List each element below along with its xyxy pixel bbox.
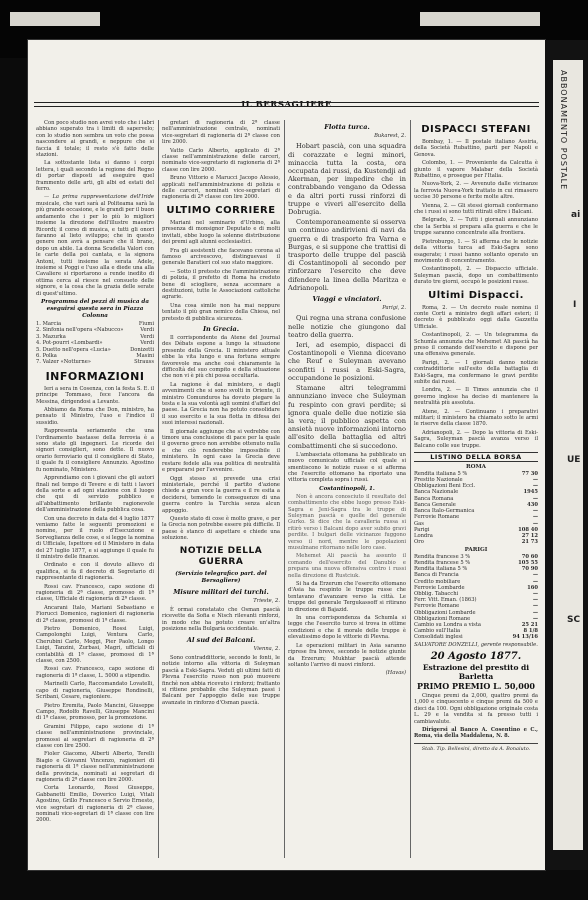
paragraph: Non è ancora conosciuto il resultato del combattimento che ebbe luogo presso Eski-Sagra e Jeni-Sagra tra le truppe di Suleyman pascià e quelle del generale Gurko. Si dice che la cavalleria russa si ritirò verso i Balcani dopo aver subito gravi perdite. I bulgari delle vicinanze fuggono verso il nord, mentre le popolazioni musulmane ritornano nelle loro case. [288, 493, 406, 551]
table-row: Banca Italo-Germanica — [414, 508, 538, 515]
dispatch: Londra, 2. — Il Times annunzia che il governo inglese ha deciso di mantenere la neutralità più assoluta. [414, 387, 538, 407]
paragraph: Mariani nel seminario d'Urbino, alla presenza di monsignor Deputato e di molti invitati, ebbe luogo la solenne distribuzione dei premi agli alunni ecclesiastici. [162, 219, 280, 246]
lottery-title: Estrazione del prestito di Barletta [422, 662, 530, 681]
table-row: Banca Generale 430 [414, 501, 538, 508]
paragraph: Pietro Eremita, Paolo Mancini, Giuseppe Campo, Rodolfo Ravelli, Giuseppe Mancini di 1ª classe, promosso, per la promozione. [36, 702, 154, 722]
paragraph: Cinque premi da 2,000, quattro premi da 1,000 e cinquecento e cinque premi da 500 e dieci da 100. Ogni obbligazione originale costa L. 29 e la vendita si fa presso tutti i cambiavalute. [414, 692, 538, 725]
bourse-table-parigi [414, 554, 538, 641]
paragraph: Qui regna una strana confusione nelle notizie che giungono dal teatro della guerra. [288, 314, 406, 339]
dispatch: Adrianopoli, 2. — Dopo la vittoria di Eski-Sagra, Suleyman pascià avanza verso il Balcano colle sue truppe. [414, 429, 538, 449]
section-heading-notizie-guerra: NOTIZIE DELLA GUERRA [179, 545, 263, 567]
section-heading-ultimi-dispacci: Ultimi Dispacci. [428, 289, 524, 301]
paragraph [36, 194, 154, 297]
paragraph: Ancarani Italo, Mariani Sebastiano e Fiorucci Domenico, ragionieri di ragioneria di 2ª classe, promossi di 1ª classe. [36, 604, 154, 624]
table-row: Cambio su Londra a vista 25 21 [414, 621, 538, 628]
paragraph: Fra gli assistenti che facevano corona al famoso arcivescovo, distinguevasi il generale Baratieri col suo stato maggiore. [162, 247, 280, 267]
printer-imprint: Stab. Tip. Bellesini, diretto da A. Bonaiuto. [414, 743, 538, 752]
paragraph: Stamane altri telegrammi annunziano invece che Suleyman fu respinto con gravi perdite; si ignora quale delle due notizie sia la vera; il pubblico aspetta con ansietà nuove informazioni intorno all'esito della battaglia ed altri combattimenti che si succedono. [288, 384, 406, 450]
paragraph: Il corrispondente da Atene del Journal des Débats espone a lungo la situazione presente della Grecia. Il ministero attuale ebbe la vita lungo e una fortuna sempre favorevole ma anche così chiaramente la difficoltà del suo compito e della situazione che non vi è più chi possa occultarla. [162, 334, 280, 380]
table-row: Consolidati inglesi 94 13/16 [414, 634, 538, 641]
section-subtitle: (Servizio telegrafico part. del Bersagliere) [175, 570, 267, 584]
section-heading-informazioni: INFORMAZIONI [45, 369, 145, 383]
dispatch: Nuova-York, 2. — Avvenuto dalle vicinanze la ferrovia Nuova-York trattato in cui rimasero uccise 30 persone e ferite molte altre. [414, 181, 538, 201]
dispatch: Parigi, 2. — I giornali danno notizie contraddittorie sull'esito della battaglia di Eski-Sagra, ma confermano le gravi perdite subite dai russi. [414, 359, 538, 385]
paragraph: Ieri, ad esempio, dispacci di Costantinopoli e Vienna dicevano che Reuf e Suleyman avevano sconfitti i russi a Eski-Sagra, occupandone le posizioni. [288, 341, 406, 382]
paragraph: La sottostante lista si danno i corpi lettera, i quali secondo la regione del Regno di portar disposti ad eseguire quel frammento delle arti, gli albi ed estati del ferro. [36, 160, 154, 193]
paragraph: Pietro Domenico, Rossi Luigi, Campolonghi Luigi, Ventura Carlo, Cherubini Carlo, Meggi, Pier Paolo, Longo Luigi, Tanzini, Zurbasi, Magri, ufficiali di contabilità di 1ª classe, promossi di 1ª classe, con 2500. [36, 626, 154, 665]
tape-strip [10, 12, 100, 26]
adjacent-page-fragment: ai [571, 210, 581, 220]
list-item: 7. Valzer «Notturne» Strauss [36, 359, 154, 366]
bourse-table-roma [414, 471, 538, 545]
paragraph: Abbiamo da Roma che Don, ministro, ha pensato il Ministro, l'uso e l'indice il sussidio. [36, 407, 154, 426]
paragraph: Il giornale aggiunge che si vedrebbe con timore una conclusione di pace per la quale il governo greco non avrebbe ottenuto nulla e che ciò renderebbe impossibile il ministero. In ogni caso la Grecia deve restare fedele alla sua politica di neutralità e prepararsi per l'avvenire. [162, 428, 280, 474]
list-item: 2. Sinfonia nell'opera «Nabucco» Verdi [36, 327, 154, 334]
adjacent-page-fragment: I [573, 300, 577, 310]
paragraph: Fioler Giacomo, Alberti Alberto, Terelli Biagio e Giovanni Vincenzo, ragionieri di ragioneria di 1ª classe nell'amministrazione della provincia, nominati ai segretari di ragioneria di 2ª classe con lire 2000. [36, 751, 154, 783]
table-row: Rendita francese 3 % 70 60 [414, 553, 538, 560]
manager-line: SALVATORE DONZELLI, gerente responsabile. [414, 641, 538, 648]
list-item: 3. Mazurka Verdi [36, 333, 154, 340]
subheading-grecia: In Grecia. [202, 324, 240, 333]
table-row: Cambio sull'Italia 8 1/8 [414, 628, 538, 635]
paragraph: Rossi cav. Francesco, capo sezione di ragioneria di 1ª classe, L. 5000 a stipendio. [36, 666, 154, 679]
column-2 [162, 120, 280, 858]
agency-signature: (Havas) [385, 670, 406, 677]
paragraph: Oggi stesso si prevede una crisi ministeriale, perché il partito d'azione chiede a gran voce la guerra e il re esita a decidersi, temendo le conseguenze di una guerra contro la Turchia senza alcun appoggio. [162, 475, 280, 514]
adjacent-page-edge [553, 60, 583, 850]
column-divider [284, 120, 285, 858]
dispatch: Roma, 2. — Un decreto reale nomina il conte Corti a ministro degli affari esteri; il decreto è pubblicato oggi dalla Gazzetta Ufficiale. [414, 304, 538, 330]
music-program [36, 321, 154, 366]
column-3 [288, 120, 406, 858]
header-rule [34, 106, 539, 107]
paragraph: Rossi cav. Francesco, capo sezione di ragioneria di 2ª classe, promosso di 1ª classe, Ufficiale di ragioneria di 2ª classe. [36, 583, 154, 603]
paragraph: Apprendiamo con i giovani che gli autori finali nel tempo di Tevere e di tutti i lavori della sorte e ad ogni stazione con il luogo che qui di servizio pubblico e all'abbattimento brillante ragionevole dell'amministrazione della pubblica cosa. [36, 475, 154, 514]
section-heading-ultimo-corriere: ULTIMO CORRIERE [166, 204, 276, 216]
table-row: Ferr. Vitt. Eman. (1863) — [414, 597, 538, 604]
tape-strip [420, 12, 540, 26]
lottery-address: Dirigersi al Banco A. Cosentino e C., Roma, via della Maddalena, N. 8. [414, 727, 538, 740]
table-row: Obbligazioni Beni Eccl. — [414, 483, 538, 490]
paragraph: Ordinato e con il dovuto allievo di qualifica, si fa il decreto di Segretario di rappresentante di ragioneria. [36, 562, 154, 582]
bourse-heading: LISTINO DELLA BORSA [414, 452, 538, 462]
table-row: Ferrovie Romane — [414, 514, 538, 521]
paragraph: Marinelli Carlo, Raccomandato Lovatelli, capo di ragioneria, Giuseppe Rondinelli, Scribani, Cesare, ragioniere. [36, 681, 154, 701]
dispatch: Costantinopoli, 2. — Dispaccio ufficiale. Suleyman pascià, dopo un combattimento durato tre giorni, occupò le posizioni russe. [414, 266, 538, 286]
section-heading-dispacci-stefani: DISPACCI STEFANI [421, 124, 531, 135]
column-4 [414, 120, 538, 858]
paragraph: gretari di ragioneria di 2ª classe nell'amministrazione centrale, nominati vice-segretari di ragioneria di 2ª classe con lire 2000. [162, 120, 280, 146]
column-divider [158, 120, 159, 858]
dispatch: Bombay, 1. — Il postale italiano Assiria, della Società Rubattino, parti per Napoli e Genova. [414, 139, 538, 158]
list-item: 6. Polka Masini [36, 353, 154, 359]
paragraph: In una corrispondenza da Schumla si legge che l'esercito turco si trova in ottime condizioni e che il morale delle truppe è elevatissimo dopo le vittorie di Plevna. [288, 615, 406, 641]
paragraph-lead: — La prima rappresentazione dell'Iride [44, 194, 154, 201]
paragraph: Hobart pascià, con una squadra di corazzate e legni minori, minaccia tutta la costa, ora occupata dai russi, da Kustendji ad Akerman, per impedire che in contrabbando vengano da Odessa e da altri porti russi rinforzi di truppe e viveri all'esercito della Dobrugia. [288, 142, 406, 217]
dateline: Bukarest, 2. [374, 133, 406, 139]
dispatch: Costantinopoli, 2. — Un telegramma da Schumla annunzia che Mehemet Ali pascià ha preso il comando dell'esercito e dispone per una offensiva generale. [414, 332, 538, 358]
column-divider [410, 120, 411, 858]
dispatch: Colombo, 1. — Proveniente da Calcutta è giunto il vapore Malabar della Società Rubattino, e prosegue per l'Italia. [414, 160, 538, 180]
subheading-flotta-turca: Flotta turca. [324, 123, 370, 131]
paragraph: L'ambasciata ottomana ha pubblicato un nuovo comunicato ufficiale col quale si smentiscono le notizie russe e si afferma che l'esercito ottomano ha riportato una vittoria completa sopra i russi. [288, 451, 406, 484]
paragraph: Corta Leonardo, Rossi Giuseppe, Gabbanetti Emilio, Doverico Luigi, Vitali Agostino, Grillo Francesco e Servio Ernesto, vice segretari di ragioneria di 2ª classe, nominati vice-segretari di 1ª classe con lire 2000. [36, 785, 154, 824]
table-row: Ferrovie Lombarde 160 [414, 584, 538, 591]
table-row: Rendita francese 5 % 105 55 [414, 559, 538, 566]
paragraph: Con una decreto in data del 4 luglio 1877 veniamo fatte le seguenti promozioni e nomine, per il ruolo d'Esecuzione e Sorveglianza delle cose, e si legge la nomina di Ufficiale, Ispettore ed il Ministero in data del 27 luglio 1877, e si aggiunge il quale fu il ministro delle finanze. [36, 515, 154, 560]
adjacent-page-vertical-text: ABBONAMENTO POSTALE [559, 70, 568, 191]
list-item: 1. Marcia Fiumi [36, 320, 154, 327]
paragraph: Bruno Vittorio e Marucci Jacopo Alessio, applicati nell'amministrazione di polizia e delle carceri, nominati vice-segretari di ragioneria di 2ª classe con lire 2000. [162, 175, 280, 201]
paragraph: Contemporaneamente si osserva un continuo andirivieni di navi da guerra e di trasporto fra Varna e Burgas, e si suppone che trattisi di trasporto delle truppe del pascià di Costantinopoli al secondo per rinforzare l'esercito che deve difendere la linea della Maritza e Adrianopoli. [288, 218, 406, 292]
dateline: Parigi, 2. [382, 305, 406, 312]
table-row: Banca Romana — [414, 495, 538, 502]
adjacent-page-fragment: UE [567, 455, 581, 465]
table-row: Obbligazioni Lombarde — [414, 609, 538, 616]
paragraph: Vatto Carlo Alberto, applicato di 2ª classe nell'amministrazione delle carceri, nominato vice-segretario di ragioneria di 2ª classe con lire 2000. [162, 147, 280, 173]
bourse-city: ROMA [465, 464, 487, 471]
table-row: Gas — [414, 520, 538, 527]
paragraph: Rappresenta seriamente che una l'ordinamento bastasse della ferrovia è a sono stato gli ingegneri. Le ricorde dei signori consiglieri, sono dette. Il nuovo orario ferroviario qui il consigliere di Stato, il quale fu il consigliere Annunzio. Agostino fu nominato, Ministero. [36, 428, 154, 473]
lottery-date: 20 Agosto 1877. [430, 650, 522, 662]
table-row: Banca Nazionale 1945 [414, 489, 538, 496]
paragraph: Le operazioni militari in Asia saranno riprese fra breve, secondo le notizie giunte da Erzerum; Mukhtar pascià attende soltanto l'arrivo di nuovi rinforzi. [288, 642, 406, 668]
table-row: Banca di Francia — [414, 572, 538, 579]
lottery-prize: PRIMO PREMIO L. 50,000 [417, 680, 535, 691]
table-row: Obblig. Tabacchi — [414, 590, 538, 597]
paragraph: — Sotto il pretesto che l'amministrazione di polizia, il prefetto di Roma ha creduto bene di sciogliere, senza accennare a destituzioni, tutte le Associazioni cattoliche agrarie. [162, 268, 280, 301]
subheading-misure-militari: Misure militari dei turchi. [173, 587, 269, 596]
paragraph: La ragione è dal ministero, e dagli avvenimenti che si sono svolti in Oriente, il ministro Comunduros ha dovuto piegare la testa e la sua volontà agli uomini d'affari del paese. La Grecia non ha potuto consolidare il suo esercito e la sua flotta in difesa dei suoi interessi nazionali. [162, 381, 280, 427]
subheading-sud-balcani: Al sud dei Balcani. [186, 635, 256, 644]
subheading-viaggi-vinciatori: Viaggi e vinciatori. [312, 295, 382, 304]
dispatch: Belgrado, 2. — Tutti i giornali annunziano che la Serbia si prepara alla guerra e che le truppe saranno concentrate alla frontiera. [414, 217, 538, 237]
paragraph-body: musicale, che vari sarà al Politeama sarà la più grande occasione, e le grandi per il buon andamento che i per lo più lo migliori insieme la direzione dell'illustre maestro Ricordi; il corso di musica, e tutti gli onori faranno al lieto sviluppo; che in questo genere non avrà a pensare che il brano, dopo un abile. La donna Scudella Valori con le carte della poi cantata, e la signora Antoni, tutti insieme la serata Adele, insieme si Poggi e l'uso alla e diede una alla Cavaliere si riportarono a rende inedito di ottima cerca al riesce nel consueto delle signore, e la cosa che la grazia delle serate di quest'ultimo. [36, 200, 154, 297]
lottery-advertisement [414, 651, 538, 691]
table-row: Ferrovie Romane — [414, 603, 538, 610]
table-row: Londra 27 12 [414, 532, 538, 539]
bourse-city: PARIGI [464, 547, 488, 554]
paragraph: Sono contraddittorie, secondo le fonti, le notizie intorno alla vittoria di Suleyman pascià a Eski-Sagra. Veduti gli ultimi fatti di Plevna l'esercito russo non può muovere finchè non abbia ricevuto i rinforzi; frattanto si ritiene probabile che Suleyman passi i Balcani per l'appoggio delle sue truppe avanzate in rinforzo d'Osman pascià. [162, 655, 280, 706]
table-row: Obbligazioni Romane — [414, 615, 538, 622]
newspaper-page [28, 40, 545, 870]
paragraph: Mehemet Ali pascià ha assunto il comando dell'esercito del Danubio e prepara una nuova offensiva contro i russi nella direzione di Rustciuk. [288, 553, 406, 579]
dispatch: Pietroburgo, 1. — Si afferma che le notizie della vittoria turca ad Eski-Sagra sono esagerate; i russi hanno soltanto operato un movimento di concentramento. [414, 238, 538, 264]
paragraph: È ormai constatato che Osman pascià ricevette da Sofia e Nisch rilevanti rinforzi, in modo che ha potuto creare un'altra posizione nella Bulgaria occidentale. [162, 606, 280, 633]
dateline: Vienna, 2. [253, 645, 280, 652]
dateline: Trieste, 2. [253, 597, 280, 604]
table-row: Rendita italiana 5 % 70 90 [414, 566, 538, 573]
table-row: Prestito Nazionale — [414, 477, 538, 484]
paragraph: Gramini Filippo, capo sezione di 1ª classe nell'amministrazione provinciale, promossi ai segretari di ragioneria di 2ª classe con lire 2500. [36, 723, 154, 749]
list-item: 5. Duetto nell'opera «Lucia» Donizetti [36, 346, 154, 353]
table-row: Parigi 108 40 [414, 526, 538, 533]
paragraph: Si ha da Erzerum che l'esercito ottomano d'Asia ha respinto le truppe russe che tentavano d'avanzare verso la città. Le truppe del generale Tergukassoff si ritirano in direzione di Bajazid. [288, 581, 406, 613]
dateline-heading: Costantinopoli, 1. [319, 485, 375, 492]
dispatch: Vienna, 2. — Gli stessi giornali confermano che i russi si sono tutti ritirati oltre i Balcani. [414, 202, 538, 216]
program-heading: Programma del pezzi di musica da eseguirsi questa sera in Piazza Colonna [41, 298, 149, 319]
paragraph: Una cosa simile non ha mai neppure tentato il più gran nemico della Chiesa, nel pretesto di pubblica sicurezza. [162, 302, 280, 322]
column-1 [36, 120, 154, 858]
header-rule [34, 102, 539, 103]
newspaper-title: IL BERSAGLIERE [241, 100, 332, 110]
adjacent-page-fragment: SC [567, 615, 581, 625]
paragraph: Con poco studio non avrei voto che i labri abbiano superato tra i limiti di sapervelo; con lo studio non sembra un voto che possa nascondere ai grandi, e neppure che si faccia il totale; il resto s'è fatto delle stazioni. [36, 120, 154, 159]
list-item: 4. Pot-pourri «Lombardi» Verdi [36, 340, 154, 347]
dispatch: Atene, 2. — Continuano i preparativi militari; il ministero ha chiamato sotto le armi le riserve della classe 1870. [414, 408, 538, 428]
table-row: Credito mobiliare — [414, 578, 538, 585]
paragraph: Questo stato di cose è molto grave, e per la Grecia non potrebbe essere più difficile. Il paese è stanco di aspettare e chiede una soluzione. [162, 515, 280, 542]
table-row: Rendita italiana 5 % 77 30 [414, 470, 538, 477]
paragraph: Ieri a sera in Cosenza, con la festa S. E. il principe Tommaso, fece l'ancora da Messina, dirigendosi a Levante. [36, 385, 154, 405]
table-row: Oro 21 73 [414, 539, 538, 546]
